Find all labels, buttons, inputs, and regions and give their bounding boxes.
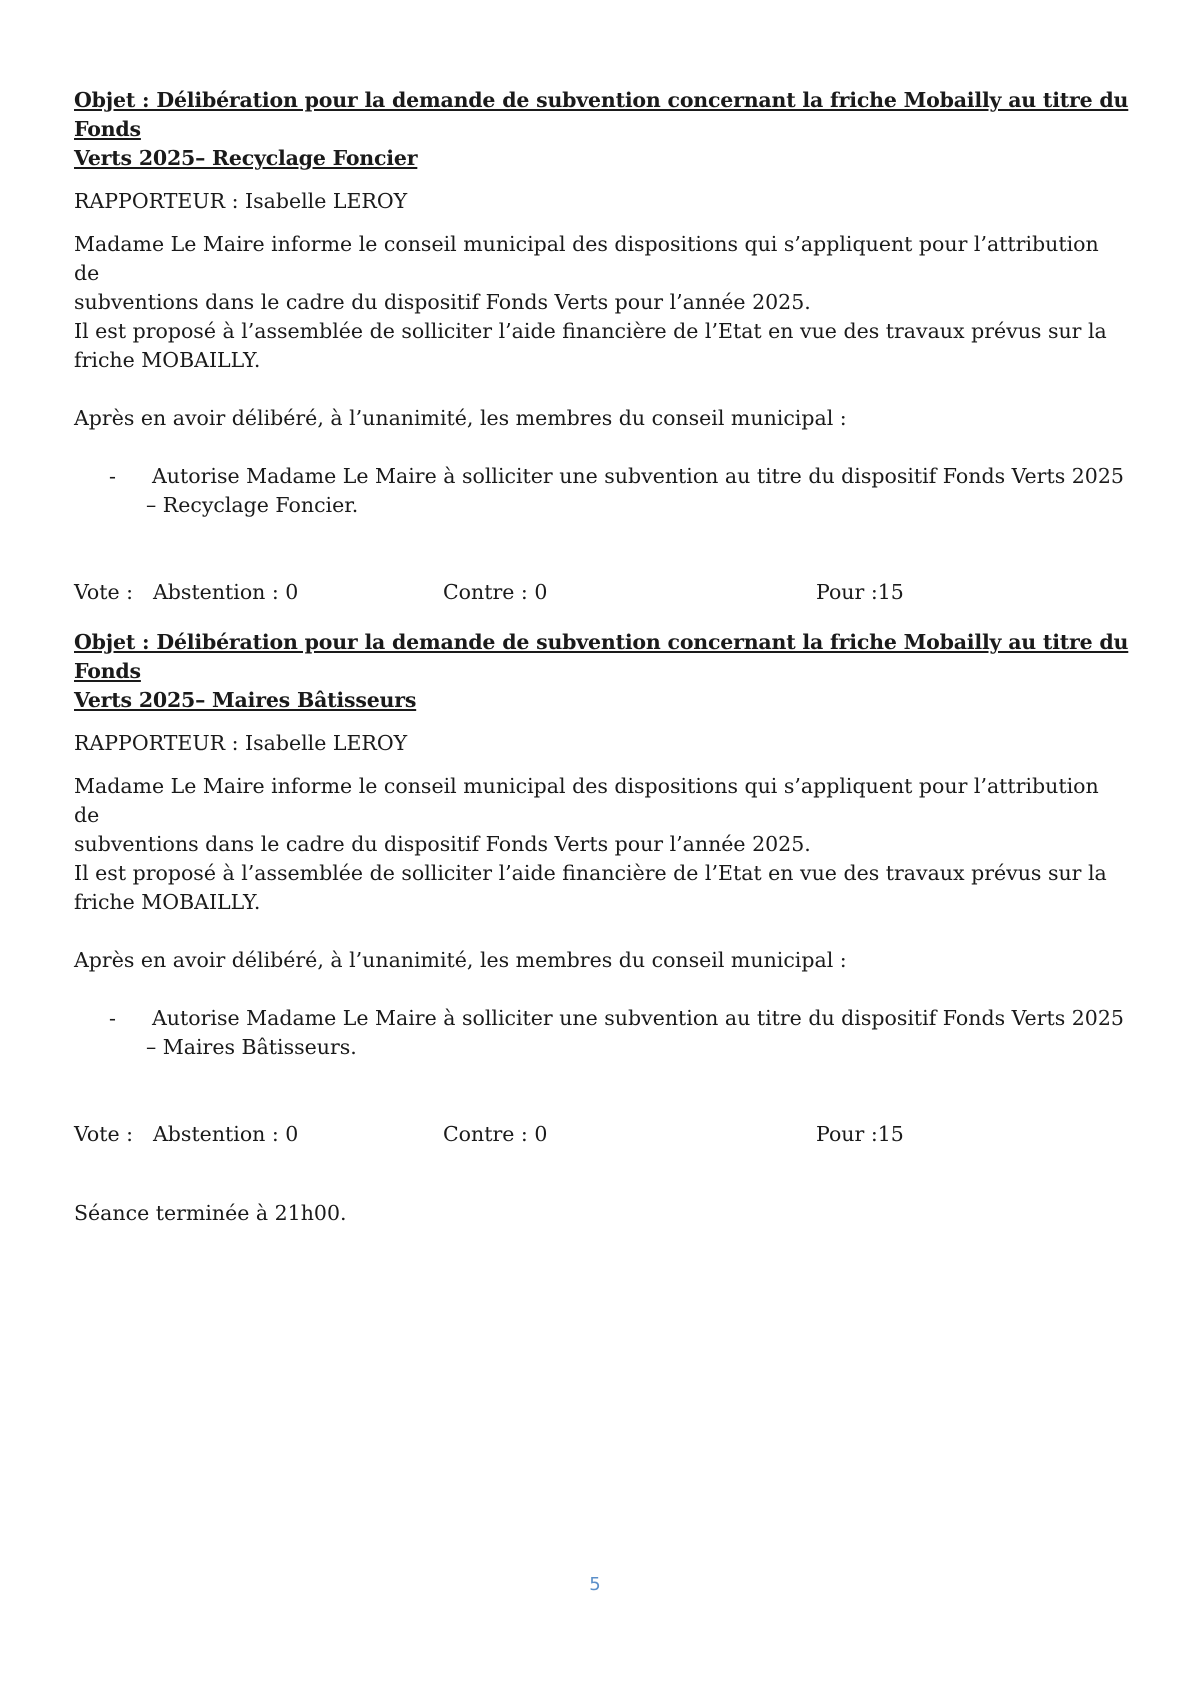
decision-bullet	[74, 1004, 1130, 1062]
body-paragraph	[74, 772, 1130, 917]
objet-heading-line1: Objet : Délibération pour la demande de subvention concernant la friche Mobailly au titre du Fonds	[74, 88, 1129, 141]
paragraph-line: subventions dans le cadre du dispositif Fonds Verts pour l’année 2025.	[74, 290, 811, 314]
document-page	[74, 86, 1130, 1228]
vote-row	[74, 1120, 1130, 1149]
objet-heading	[74, 86, 1130, 173]
vote-label: Vote :	[74, 1122, 134, 1146]
paragraph-line: Madame Le Maire informe le conseil municipal des dispositions qui s’appliquent pour l’attribution de	[74, 232, 1099, 285]
deliberation-section-maires-batisseurs	[74, 628, 1130, 1149]
rapporteur: RAPPORTEUR : Isabelle LEROY	[74, 189, 408, 213]
objet-heading	[74, 628, 1130, 715]
vote-contre: Contre : 0	[443, 580, 548, 604]
body-paragraph	[74, 230, 1130, 375]
vote-pour: Pour :15	[816, 580, 904, 604]
paragraph-line: friche MOBAILLY.	[74, 348, 261, 372]
closing-statement: Séance terminée à 21h00.	[74, 1201, 347, 1225]
vote-label: Vote :	[74, 580, 134, 604]
page-number: 5	[589, 1574, 601, 1595]
paragraph-line: Madame Le Maire informe le conseil municipal des dispositions qui s’appliquent pour l’attribution de	[74, 774, 1099, 827]
bullet-text-line1: Autorise Madame Le Maire à solliciter une subvention au titre du dispositif Fonds Verts 2025	[152, 464, 1124, 488]
bullet-text-line2: – Recyclage Foncier.	[146, 493, 359, 517]
objet-heading-line1: Objet : Délibération pour la demande de subvention concernant la friche Mobailly au titre du Fonds	[74, 630, 1129, 683]
paragraph-line: Il est proposé à l’assemblée de solliciter l’aide financière de l’Etat en vue des travaux prévus sur la	[74, 861, 1107, 885]
deliberation-section-recyclage-foncier	[74, 86, 1130, 607]
rapporteur: RAPPORTEUR : Isabelle LEROY	[74, 731, 408, 755]
vote-abstention: Abstention : 0	[153, 580, 299, 604]
vote-abstention: Abstention : 0	[153, 1122, 299, 1146]
objet-heading-line2: Verts 2025– Recyclage Foncier	[74, 146, 418, 170]
vote-pour: Pour :15	[816, 1122, 904, 1146]
bullet-mark: -	[109, 464, 116, 488]
decision-bullet	[74, 462, 1130, 520]
objet-heading-line2: Verts 2025– Maires Bâtisseurs	[74, 688, 417, 712]
paragraph-line: Il est proposé à l’assemblée de solliciter l’aide financière de l’Etat en vue des travaux prévus sur la	[74, 319, 1107, 343]
deliberation-intro: Après en avoir délibéré, à l’unanimité, les membres du conseil municipal :	[74, 948, 847, 972]
paragraph-line: friche MOBAILLY.	[74, 890, 261, 914]
vote-row	[74, 578, 1130, 607]
bullet-text-line1: Autorise Madame Le Maire à solliciter une subvention au titre du dispositif Fonds Verts 2025	[152, 1006, 1124, 1030]
bullet-mark: -	[109, 1006, 116, 1030]
bullet-text-line2: – Maires Bâtisseurs.	[146, 1035, 357, 1059]
paragraph-line: subventions dans le cadre du dispositif Fonds Verts pour l’année 2025.	[74, 832, 811, 856]
vote-contre: Contre : 0	[443, 1122, 548, 1146]
deliberation-intro: Après en avoir délibéré, à l’unanimité, les membres du conseil municipal :	[74, 406, 847, 430]
